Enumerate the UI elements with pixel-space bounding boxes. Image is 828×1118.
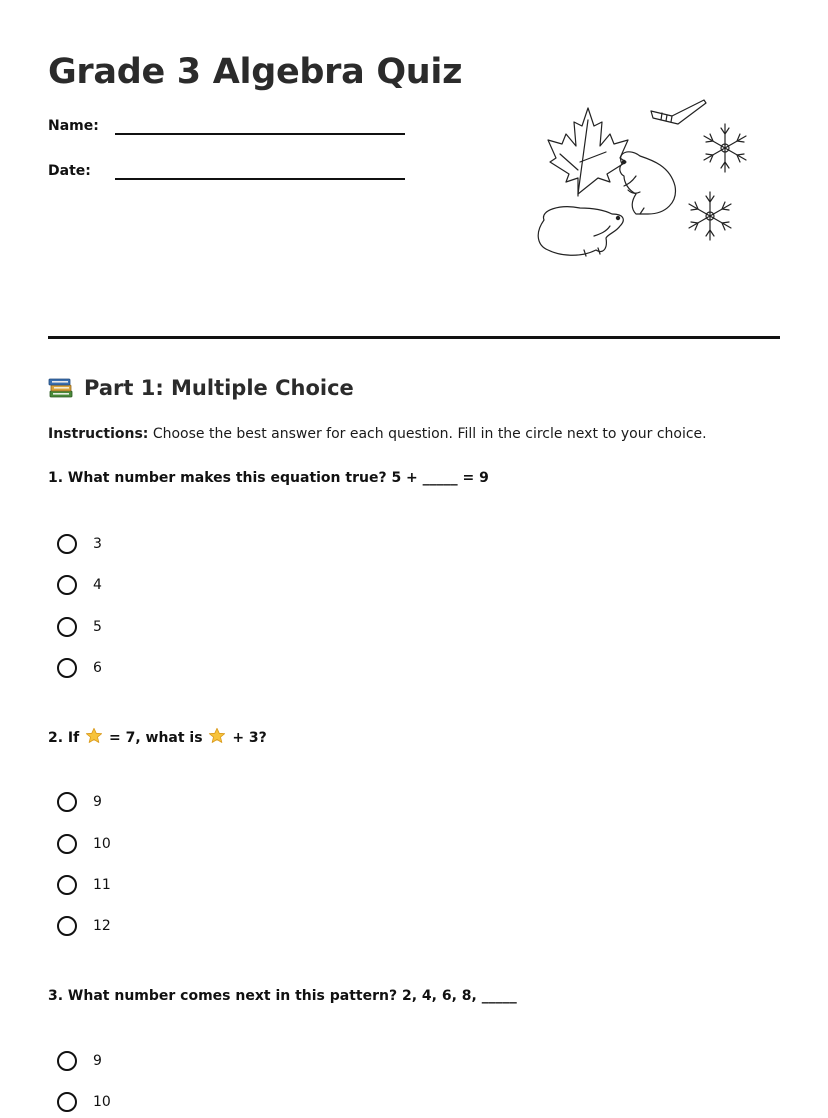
question-1-text: 1. What number makes this equation true? 5 + _____ = 9 — [48, 470, 489, 486]
option-label: 12 — [93, 918, 111, 934]
radio-button[interactable] — [57, 575, 77, 595]
radio-button[interactable] — [57, 617, 77, 637]
hockey-stick-icon — [651, 100, 706, 124]
option-label: 10 — [93, 836, 111, 852]
q1-option-a[interactable] — [57, 532, 102, 556]
question-2-text — [48, 727, 267, 748]
option-label: 9 — [93, 794, 102, 810]
snowflake-icon — [689, 192, 731, 240]
option-label: 3 — [93, 536, 102, 552]
q2-option-a[interactable] — [57, 790, 102, 814]
date-label: Date: — [48, 163, 91, 179]
star-icon — [208, 727, 226, 745]
q3-option-b[interactable] — [57, 1090, 111, 1114]
option-label: 6 — [93, 660, 102, 676]
section-divider — [48, 336, 780, 339]
q2-text-part-3: + 3? — [227, 730, 267, 746]
books-icon — [48, 376, 74, 400]
radio-button[interactable] — [57, 834, 77, 854]
instructions — [48, 424, 707, 444]
date-blank-line[interactable] — [115, 178, 405, 180]
snowflake-icon — [704, 124, 746, 172]
q1-option-c[interactable] — [57, 615, 102, 639]
option-label: 11 — [93, 877, 111, 893]
q3-option-a[interactable] — [57, 1049, 102, 1073]
radio-button[interactable] — [57, 534, 77, 554]
beaver-icon — [538, 207, 623, 256]
option-label: 4 — [93, 577, 102, 593]
q2-text-part-1: 2. If — [48, 730, 85, 746]
radio-button[interactable] — [57, 792, 77, 812]
radio-button[interactable] — [57, 658, 77, 678]
instructions-text: Choose the best answer for each question. Fill in the circle next to your choice. — [148, 426, 707, 442]
name-label: Name: — [48, 118, 99, 134]
star-icon — [85, 727, 103, 745]
canada-illustration — [520, 90, 760, 262]
q2-option-d[interactable] — [57, 914, 111, 938]
option-label: 5 — [93, 619, 102, 635]
part-1-title: Part 1: Multiple Choice — [84, 376, 354, 400]
part-1-heading — [48, 373, 354, 403]
maple-leaf-icon — [548, 108, 628, 196]
quiz-title: Grade 3 Algebra Quiz — [48, 52, 463, 92]
question-3-text: 3. What number comes next in this pattern? 2, 4, 6, 8, _____ — [48, 988, 517, 1004]
q2-option-c[interactable] — [57, 873, 111, 897]
option-label: 9 — [93, 1053, 102, 1069]
radio-button[interactable] — [57, 1092, 77, 1112]
radio-button[interactable] — [57, 875, 77, 895]
radio-button[interactable] — [57, 1051, 77, 1071]
option-label: 10 — [93, 1094, 111, 1110]
q2-option-b[interactable] — [57, 832, 111, 856]
q1-option-b[interactable] — [57, 573, 102, 597]
groundhog-icon — [620, 152, 676, 214]
radio-button[interactable] — [57, 916, 77, 936]
name-blank-line[interactable] — [115, 133, 405, 135]
q2-text-part-2: = 7, what is — [104, 730, 208, 746]
q1-option-d[interactable] — [57, 656, 102, 680]
instructions-lead: Instructions: — [48, 426, 149, 442]
